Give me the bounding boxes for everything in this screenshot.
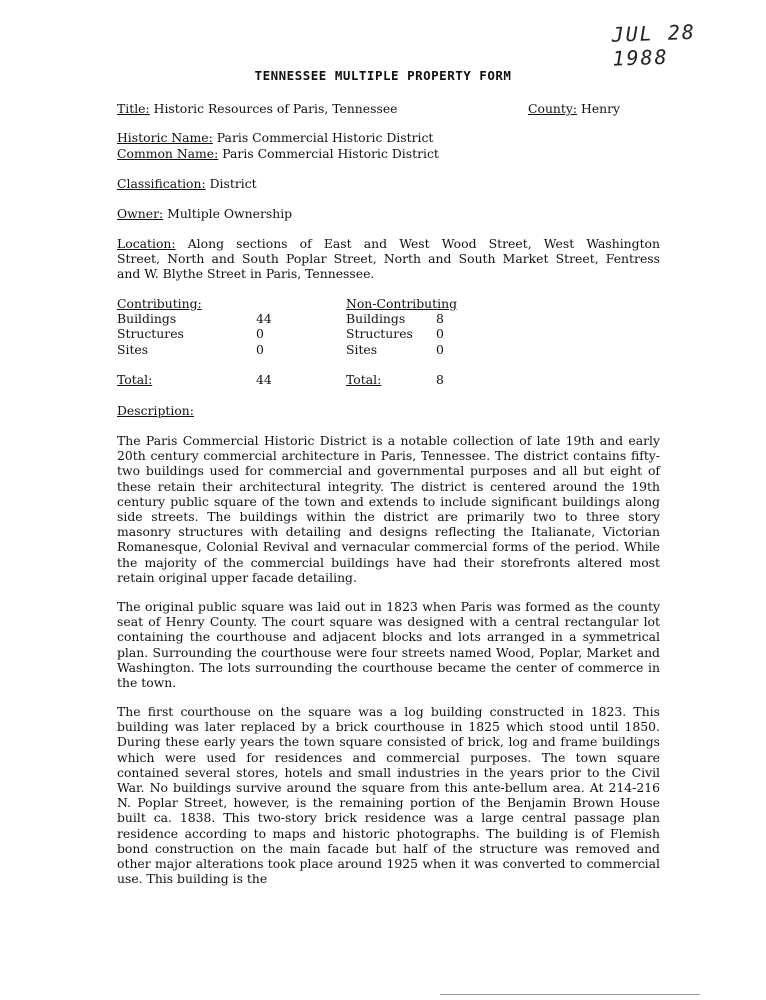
description-paragraph <box>117 704 660 886</box>
historic-name-value: Paris Commercial Historic District <box>216 130 434 145</box>
location-line <box>117 236 660 251</box>
page-edge-rule <box>440 994 700 995</box>
location-line: and W. Blythe Street in Paris, Tennessee. <box>117 266 375 282</box>
paragraph-text: The first courthouse on the square was a log building constructed in 1823. This building was later replaced by a brick courthouse in 1825 which stood until 1850. During these early years the town square consisted of brick, log and frame buildings which were used for residences and commercial purposes. The town square contained several stores, hotels and small industries in the years prior to the Civil War. No buildings survive around the square from this ante-bellum area. At 214-216 N. Poplar Street, however, is the remaining portion of the Benjamin Brown House built ca. 1838. This two-story brick residence was a large central passage plan residence according to maps and historic photographs. The building is of Flemish bond construction on the main facade but half of the structure was removed and other major alterations took place around 1925 when it was converted to commercial use. This building is the <box>117 704 660 887</box>
location-block <box>117 236 660 282</box>
description-paragraph <box>117 433 660 585</box>
county-label: County: <box>528 101 578 116</box>
paragraph-text: The original public square was laid out in 1823 when Paris was formed as the county seat of Henry County. The court square was designed with a central rectangular lot containing the courthouse and adjacent blocks and lots arranged in a symmetrical plan. Surrounding the courthouse were four streets named Wood, Poplar, Market and Washington. The lots surrounding the courthouse became the center of commerce in the town. <box>117 599 660 691</box>
non-contributing-value: 8 <box>436 311 444 326</box>
owner-value: Multiple Ownership <box>167 206 293 221</box>
common-name-label: Common Name: <box>117 146 219 161</box>
location-line: Street, North and South Poplar Street, North and South Market Street, Fentress <box>117 251 660 267</box>
historic-name-label: Historic Name: <box>117 130 213 145</box>
common-name-value: Paris Commercial Historic District <box>222 146 439 161</box>
contributing-value: 0 <box>256 326 264 341</box>
title-row <box>117 101 398 116</box>
contributing-heading: Contributing: <box>117 296 202 311</box>
historic-name-row <box>117 130 433 145</box>
contributing-value: 44 <box>256 311 272 326</box>
county-value: Henry <box>581 101 621 116</box>
location-text: Along sections of East and West Wood Street, West Washington <box>187 236 660 251</box>
contributing-total-value: 44 <box>256 372 272 387</box>
location-label: Location: <box>117 236 176 251</box>
non-contributing-label: Buildings <box>346 311 406 326</box>
common-name-row <box>117 146 439 161</box>
form-title: TENNESSEE MULTIPLE PROPERTY FORM <box>254 68 512 83</box>
non-contributing-label: Structures <box>346 326 413 341</box>
received-date-stamp: JUL 28 1988 <box>611 19 697 71</box>
non-contributing-value: 0 <box>436 326 444 341</box>
county-row <box>528 101 620 116</box>
contributing-value: 0 <box>256 342 264 357</box>
non-contributing-value: 0 <box>436 342 444 357</box>
contributing-total-label: Total: <box>117 372 153 387</box>
description-label: Description: <box>117 403 194 418</box>
classification-row <box>117 176 257 191</box>
title-label: Title: <box>117 101 150 116</box>
owner-label: Owner: <box>117 206 164 221</box>
classification-value: District <box>209 176 257 191</box>
contributing-label: Sites <box>117 342 149 357</box>
classification-label: Classification: <box>117 176 206 191</box>
non-contributing-heading: Non-Contributing <box>346 296 458 311</box>
description-paragraph <box>117 599 660 690</box>
contributing-label: Buildings <box>117 311 177 326</box>
non-contributing-label: Sites <box>346 342 378 357</box>
title-value: Historic Resources of Paris, Tennessee <box>153 101 398 116</box>
non-contributing-total-label: Total: <box>346 372 382 387</box>
contributing-label: Structures <box>117 326 184 341</box>
owner-row <box>117 206 292 221</box>
non-contributing-total-value: 8 <box>436 372 444 387</box>
paragraph-text: The Paris Commercial Historic District is a notable collection of late 19th and early 20th century commercial architecture in Paris, Tennessee. The district contains fifty-two buildings used for commercial and governmental purposes and all but eight of these retain their architectural integrity. The district is centered around the 19th century public square of the town and extends to include significant buildings along side streets. The buildings within the district are primarily two to three story masonry structures with detailing and designs reflecting the Italianate, Victorian Romanesque, Colonial Revival and vernacular commercial forms of the period. While the majority of the commercial buildings have had their storefronts altered most retain original upper facade detailing. <box>117 433 660 585</box>
